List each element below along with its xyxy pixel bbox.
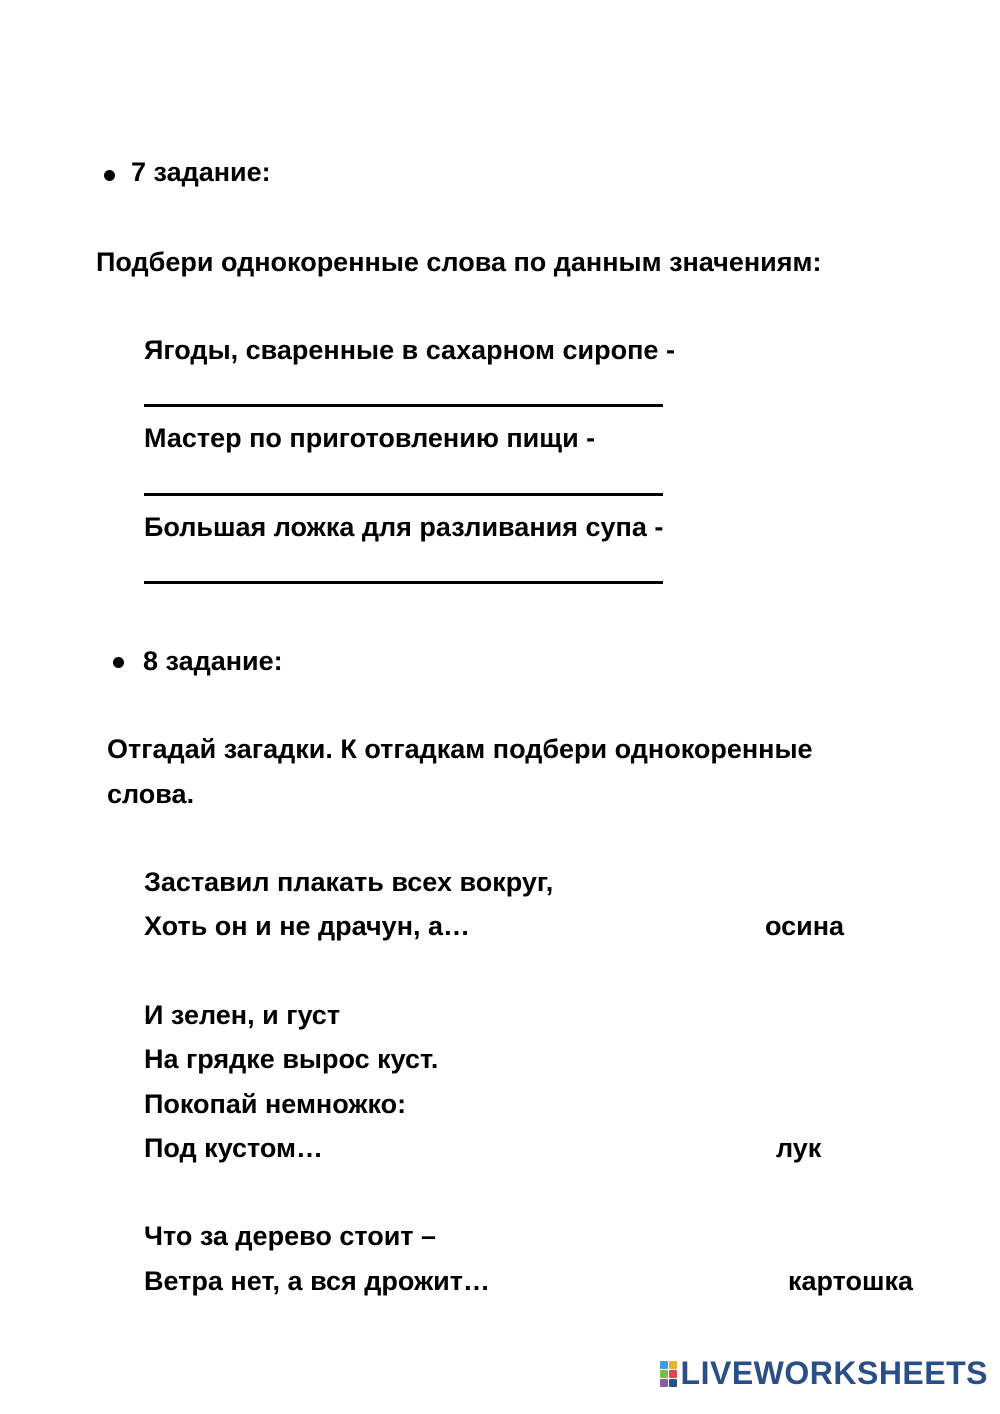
mark-cell bbox=[660, 1361, 668, 1369]
riddle2-line2: На грядке вырос куст. bbox=[144, 1044, 439, 1074]
task7-heading: 7 задание: bbox=[131, 157, 271, 187]
task8-instruction-line2: слова. bbox=[107, 779, 195, 809]
answer-word-kartoshka[interactable]: картошка bbox=[788, 1266, 914, 1296]
mark-cell bbox=[669, 1361, 677, 1369]
task8-heading: 8 задание: bbox=[143, 646, 283, 676]
task7-item-2: Мастер по приготовлению пищи - bbox=[144, 423, 596, 453]
liveworksheets-logo bbox=[660, 1355, 988, 1392]
answer-blank-3[interactable] bbox=[144, 581, 663, 584]
task7-item-3: Большая ложка для разливания супа - bbox=[144, 512, 664, 542]
answer-blank-2[interactable] bbox=[144, 493, 663, 496]
bullet-task7 bbox=[104, 170, 115, 181]
riddle3-line1: Что за дерево стоит – bbox=[144, 1221, 437, 1251]
bullet-task8 bbox=[113, 657, 124, 668]
liveworksheets-mark-icon bbox=[660, 1361, 677, 1387]
task7-instruction: Подбери однокоренные слова по данным значениям: bbox=[96, 247, 822, 277]
answer-word-luk[interactable]: лук bbox=[776, 1133, 822, 1163]
task8-instruction-line1: Отгадай загадки. К отгадкам подбери однокоренные bbox=[107, 734, 813, 764]
riddle2-line3: Покопай немножко: bbox=[144, 1089, 407, 1119]
riddle1-line2: Хоть он и не драчун, а… bbox=[144, 911, 471, 941]
mark-cell bbox=[660, 1379, 668, 1387]
riddle1-line1: Заставил плакать всех вокруг, bbox=[144, 867, 554, 897]
mark-cell bbox=[669, 1370, 677, 1378]
riddle2-line4: Под кустом… bbox=[144, 1133, 324, 1163]
answer-blank-1[interactable] bbox=[144, 404, 663, 407]
task7-item-1: Ягоды, сваренные в сахарном сиропе - bbox=[144, 335, 675, 365]
riddle3-line2: Ветра нет, а вся дрожит… bbox=[144, 1266, 491, 1296]
riddle2-line1: И зелен, и густ bbox=[144, 1000, 341, 1030]
mark-cell bbox=[660, 1370, 668, 1378]
answer-word-osina[interactable]: осина bbox=[765, 911, 845, 941]
mark-cell bbox=[669, 1379, 677, 1387]
liveworksheets-wordmark: LIVEWORKSHEETS bbox=[680, 1355, 988, 1391]
